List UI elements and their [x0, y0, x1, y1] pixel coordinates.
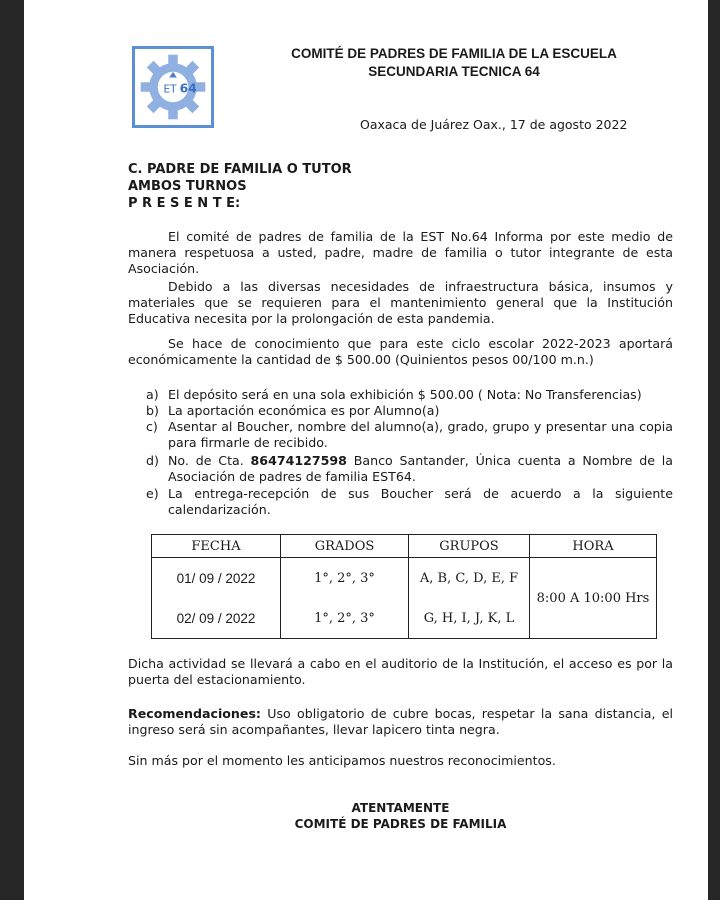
list-marker: a): [146, 387, 159, 402]
header-grupos: GRUPOS: [409, 535, 530, 558]
fecha-row-2: 02/ 09 / 2022: [176, 610, 256, 626]
activity-note: Dicha actividad se llevará a cabo en el auditorio de la Institución, el acceso es por la puerta del estacionamiento.: [128, 656, 673, 687]
list-item-text: Asentar al Boucher, nombre del alumno(a), grado, grupo y presentar una copia para firmarle de recibido.: [168, 419, 673, 450]
header-grados: GRADOS: [281, 535, 409, 558]
schedule-body-row: [152, 558, 657, 639]
fecha-cell: [152, 558, 281, 639]
recommendations: [128, 706, 673, 738]
grupos-row-2: G, H, I, J, K, L: [423, 610, 515, 626]
grupos-row-1: A, B, C, D, E, F: [419, 570, 519, 586]
grados-cell: [281, 558, 409, 639]
farewell-note: Sin más por el momento les anticipamos nuestros reconocimientos.: [128, 753, 556, 768]
paragraph-2-text: Debido a las diversas necesidades de infraestructura básica, insumos y materiales que se requieren para el mantenimiento general que la Institución Educativa necesita por la prolongación de esta pandemia.: [128, 279, 673, 326]
list-marker: c): [146, 419, 158, 434]
gear-logo-icon: [135, 49, 211, 125]
letter-page: [24, 0, 708, 900]
document-title-line1: COMITÉ DE PADRES DE FAMILIA DE LA ESCUELA: [291, 46, 617, 61]
grados-row-1: 1°, 2°, 3°: [314, 570, 375, 586]
recipient-line2: AMBOS TURNOS: [128, 179, 247, 194]
list-item-text: El depósito será en una sola exhibición $ 500.00 ( Nota: No Transferencias): [168, 387, 642, 402]
paragraph-2: [128, 279, 673, 327]
list-item-text: La aportación económica es por Alumno(a): [168, 403, 440, 418]
closing-line2: COMITÉ DE PADRES DE FAMILIA: [294, 817, 507, 831]
paragraph-3: [128, 336, 673, 368]
recipient-line3: P R E S E N T E:: [128, 196, 241, 211]
recipient-line1: C. PADRE DE FAMILIA O TUTOR: [128, 162, 352, 177]
closing-line1: ATENTAMENTE: [351, 801, 450, 815]
account-prefix: No. de Cta.: [168, 453, 251, 468]
paragraph-1: [128, 229, 673, 277]
instructions-list: [128, 387, 673, 527]
svg-text:ET: ET: [163, 83, 177, 96]
svg-text:64: 64: [179, 81, 197, 96]
school-logo: [132, 46, 214, 128]
list-marker: d): [146, 453, 159, 468]
header-hora: HORA: [530, 535, 657, 558]
hora-cell: 8:00 A 10:00 Hrs: [530, 558, 657, 639]
header-fecha: FECHA: [152, 535, 281, 558]
list-item-text: La entrega-recepción de sus Boucher será de acuerdo a la siguiente calendarización.: [168, 486, 673, 517]
account-suffix: Banco Santander, Única cuenta a Nombre de la Asociación de padres de familia EST64.: [168, 453, 673, 484]
fecha-row-1: 01/ 09 / 2022: [176, 570, 256, 586]
schedule-header-row: [152, 535, 657, 558]
document-title-line2: SECUNDARIA TECNICA 64: [368, 64, 540, 79]
list-marker: e): [146, 486, 159, 501]
schedule-table: [151, 534, 657, 639]
paragraph-1-text: El comité de padres de familia de la EST No.64 Informa por este medio de manera respetuosa a usted, padre, madre de familia o tutor integrante de esta Asociación.: [128, 229, 673, 276]
recommendations-label: Recomendaciones:: [128, 706, 261, 721]
paragraph-3-text: Se hace de conocimiento que para este ciclo escolar 2022-2023 aportará económicamente la cantidad de $ 500.00 (Quinientos pesos 00/100 m.n.): [128, 336, 673, 367]
grupos-cell: [409, 558, 530, 639]
grados-row-2: 1°, 2°, 3°: [314, 610, 375, 626]
recommendations-text: Uso obligatorio de cubre bocas, respetar la sana distancia, el ingreso será sin acompañantes, llevar lapicero tinta negra.: [128, 706, 673, 737]
list-marker: b): [146, 403, 159, 418]
account-number: 86474127598: [250, 453, 347, 468]
list-item-text: [168, 453, 673, 485]
document-date: Oaxaca de Juárez Oax., 17 de agosto 2022: [360, 117, 628, 132]
